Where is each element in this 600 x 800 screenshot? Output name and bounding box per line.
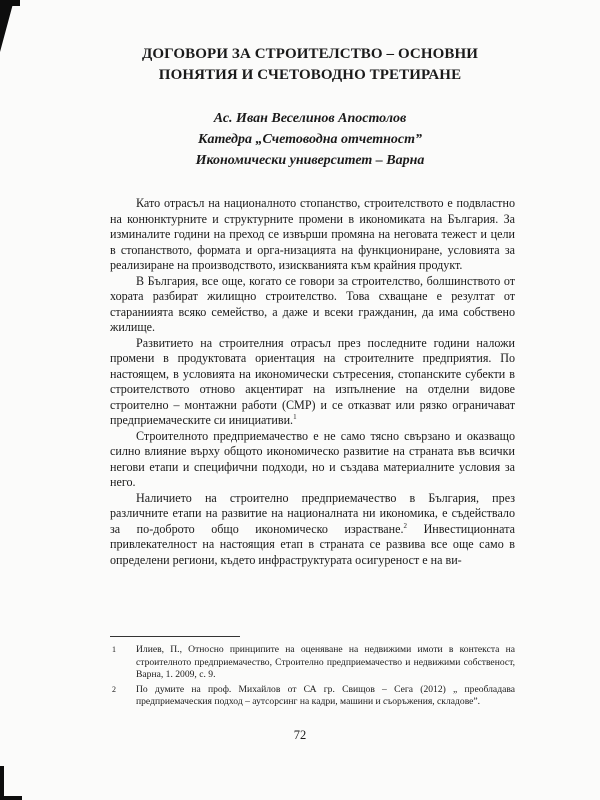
footnote-text: Илиев, П., Относно принципите на оценяване на недвижими имоти в контекста на строителното предприемачество, Строително предприемачество и недвижими собственост, Варна, 1. 2009, с. 9.	[136, 644, 515, 680]
scan-edge-artifact-top-bar	[0, 0, 20, 6]
scan-edge-artifact-top	[0, 0, 14, 52]
page-number: 72	[293, 728, 307, 742]
footnote-text: По думите на проф. Михайлов от СА гр. Свищов – Сега (2012) „ преобладава предприемаческия подход – аутсорсинг на кадри, машини и съоръжения, складове”.	[136, 683, 515, 707]
footnote-ref-1: 1	[293, 412, 297, 421]
body-paragraph-4	[110, 429, 515, 491]
paragraph-2-text: В България, все още, когато се говори за строителство, болшинството от хората разбират жилищно строителство. Това схващане е резултат от стараниията всяко семейство, а даже и всеки гражданин, да има собствено жилище.	[110, 273, 515, 334]
paper-title-line-1: ДОГОВОРИ ЗА СТРОИТЕЛСТВО – ОСНОВНИ	[141, 46, 479, 62]
footnote-number: 1	[112, 645, 116, 654]
body-paragraph-5	[110, 491, 515, 569]
footnote-divider	[110, 636, 240, 637]
author-block	[110, 108, 510, 171]
footnote-number: 2	[112, 684, 116, 694]
scan-edge-artifact-bottom	[0, 766, 4, 800]
body-paragraph-3	[110, 336, 515, 429]
paragraph-1-text: Като отрасъл на националното стопанство, строителството е подвластно на конюнктурните и структурните промени в икономиката на България. За изминалите години на преход се извърши промяна на неговата тежест и цели в стопанството, формата и орга-низацията на функциониране, условията за реализиране на производството, изискванията към крайния продукт.	[110, 196, 515, 272]
body-paragraph-1	[110, 196, 515, 274]
paragraph-5-continuation: Инвестиционната привлекателност на настоящия етап в страната се развива все още само в определени региони, където инфраструктурата осигуреност е на ви-	[110, 521, 516, 567]
author-department: Катедра „Счетоводна отчетност”	[197, 132, 423, 147]
footnote	[110, 684, 515, 709]
scan-edge-artifact-bottom-bar	[0, 796, 22, 800]
paragraph-5-text: Наличието на строително предприемачество в България, през различните етапи на развитие на националната ни икономика, е съдействало за по-доброто общо икономическо израстване.	[110, 490, 515, 536]
paper-title-line-2: ПОНЯТИЯ И СЧЕТОВОДНО ТРЕТИРАНЕ	[158, 67, 462, 83]
paper-title	[110, 44, 510, 86]
paragraph-4-text: Строителното предприемачество е не само тясно свързано и оказващо силно влияние върху общото икономическо развитие на страната във всички негови етапи и специфични подходи, но и създава материалните условия за него.	[110, 428, 515, 489]
author-name: Ас. Иван Веселинов Апостолов	[213, 111, 407, 126]
body-text	[110, 196, 515, 568]
footnote	[110, 644, 515, 682]
footnotes	[110, 644, 515, 711]
author-university: Икономически университет – Варна	[195, 153, 425, 168]
paragraph-3-text: Развитието на строителния отрасъл през последните години наложи промени в продуктовата ориентация на строителните предприятия. По настоящем, в условията на икономически сътресения, стопанските субекти в строителството отново акцентират на изпълнение на отделни видове строително – монтажни работи (СМР) и се отказват или рязко ограничават предприемаческите си инициативи.	[110, 335, 515, 427]
body-paragraph-2	[110, 274, 515, 336]
footnote-ref-2: 2	[403, 521, 408, 530]
